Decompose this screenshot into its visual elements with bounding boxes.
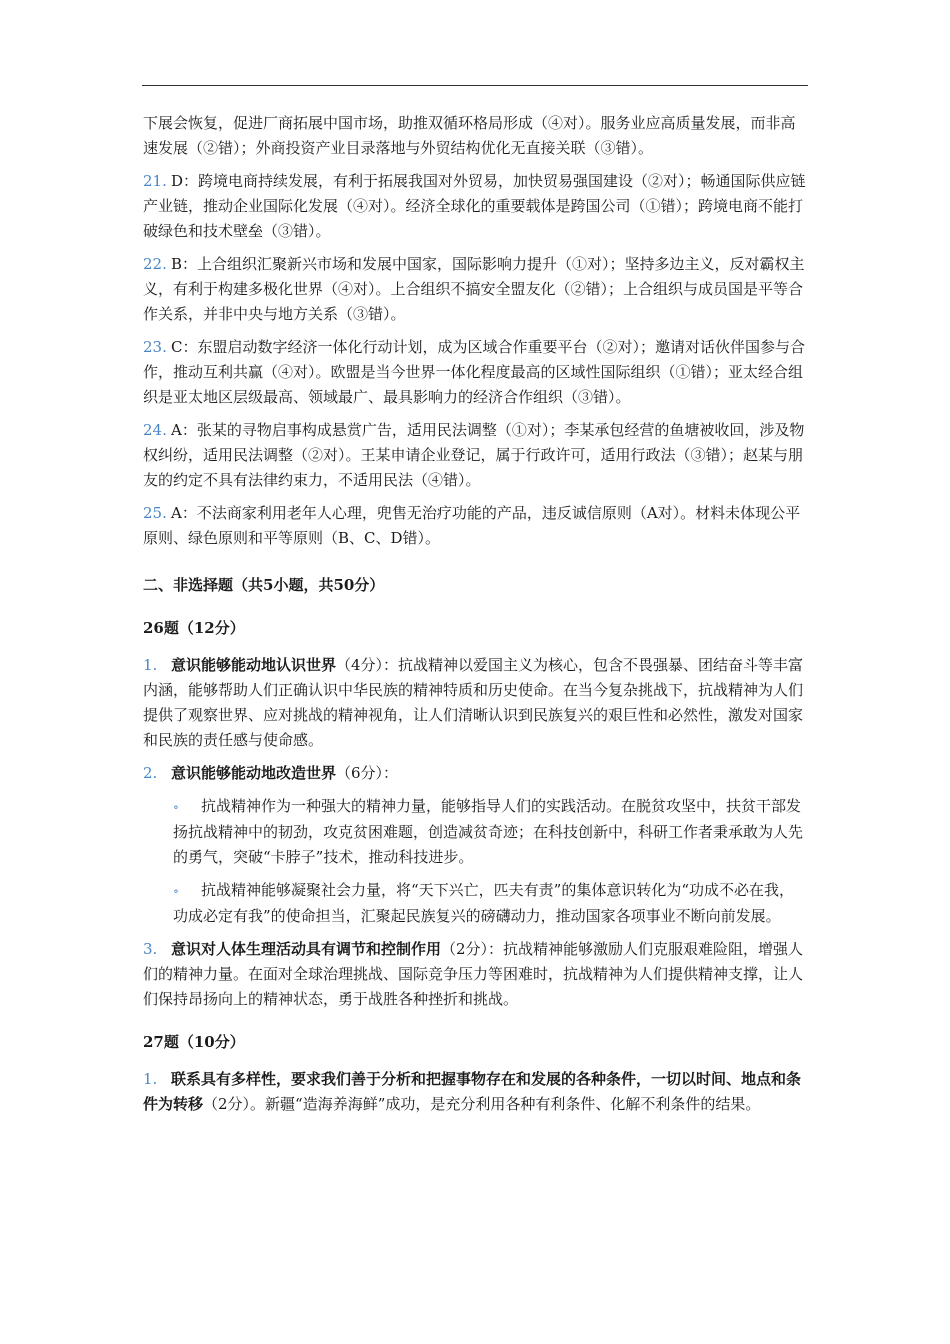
q26-item-2-text: （6分）： bbox=[336, 764, 399, 782]
q26-subitem-1 bbox=[173, 794, 807, 870]
answer-21-number: 21. bbox=[143, 172, 167, 190]
q27-item-1-number: 1. bbox=[143, 1070, 158, 1088]
answer-22-number: 22. bbox=[143, 255, 167, 273]
q26-subitem-2-text: 抗战精神能够凝聚社会力量，将“天下兴亡，匹夫有责”的集体意识转化为“功成不必在我，功成必定有我”的使命担当，汇聚起民族复兴的磅礴动力，推动国家各项事业不断向前发展。 bbox=[173, 881, 795, 925]
q26-item-2-number: 2. bbox=[143, 764, 158, 782]
q26-item-1 bbox=[143, 653, 807, 753]
q27-item-1 bbox=[143, 1067, 807, 1117]
q26-item-1-title: 意识能够能动地认识世界 bbox=[171, 656, 337, 674]
answer-22 bbox=[143, 252, 807, 327]
section-heading-nonchoice: 二、非选择题（共5小题，共50分） bbox=[143, 576, 385, 594]
q26-subitem-1-text: 抗战精神作为一种强大的精神力量，能够指导人们的实践活动。在脱贫攻坚中，扶贫干部发扬抗战精神中的韧劲，攻克贫困难题，创造减贫奇迹；在科技创新中，科研工作者秉承敢为人先的勇气，突破“卡脖子”技术，推动科技进步。 bbox=[173, 797, 804, 866]
q26-subitem-2 bbox=[173, 878, 807, 929]
question-26-heading: 26题（12分） bbox=[143, 619, 245, 637]
q27-item-1-title: 联系具有多样性，要求我们善于分析和把握事物存在和发展的各种条件，一切以时间、地点和条件为转移 bbox=[143, 1070, 802, 1113]
header-rule bbox=[142, 85, 808, 86]
q26-item-3-text: （2分）：抗战精神能够激励人们克服艰难险阻，增强人们的精神力量。在面对全球治理挑战、国际竞争压力等困难时，抗战精神为人们提供精神支撑，让人们保持昂扬向上的精神状态，勇于战胜各种挫折和挑战。 bbox=[143, 940, 804, 1008]
answer-21 bbox=[143, 169, 807, 244]
answer-25 bbox=[143, 501, 807, 551]
q26-item-3-number: 3. bbox=[143, 940, 158, 958]
answer-25-text: A：不法商家利用老年人心理，兜售无治疗功能的产品，违反诚信原则（A对）。材料未体现公平原则、绿色原则和平等原则（B、C、D错）。 bbox=[143, 504, 801, 547]
answer-22-text: B：上合组织汇聚新兴市场和发展中国家，国际影响力提升（①对）；坚持多边主义，反对霸权主义，有利于构建多极化世界（④对）。上合组织不搞安全盟友化（②错）；上合组织与成员国是平等合作关系，并非中央与地方关系（③错）。 bbox=[143, 255, 805, 323]
q26-item-1-number: 1. bbox=[143, 656, 158, 674]
answer-21-text: D：跨境电商持续发展，有利于拓展我国对外贸易，加快贸易强国建设（②对）；畅通国际供应链产业链，推动企业国际化发展（④对）。经济全球化的重要载体是跨国公司（①错）；跨境电商不能打破绿色和技术壁垒（③错）。 bbox=[143, 172, 806, 240]
q26-item-1-text: （4分）：抗战精神以爱国主义为核心，包含不畏强暴、团结奋斗等丰富内涵，能够帮助人们正确认识中华民族的精神特质和历史使命。在当今复杂挑战下，抗战精神为人们提供了观察世界、应对挑战的精神视角，让人们清晰认识到民族复兴的艰巨性和必然性，激发对国家和民族的责任感与使命感。 bbox=[143, 656, 804, 749]
document-body bbox=[143, 111, 807, 1125]
answer-24-text: A：张某的寻物启事构成悬赏广告，适用民法调整（①对）；李某承包经营的鱼塘被收回，涉及物权纠纷，适用民法调整（②对）。王某申请企业登记，属于行政许可，适用行政法（③错）；赵某与朋友的约定不具有法律约束力，不适用民法（④错）。 bbox=[143, 421, 805, 489]
bullet-icon: ∘ bbox=[173, 884, 179, 898]
q26-item-2 bbox=[143, 761, 807, 786]
answer-20-continued: 下展会恢复，促进厂商拓展中国市场，助推双循环格局形成（④对）。服务业应高质量发展，而非高速发展（②错）；外商投资产业目录落地与外贸结构优化无直接关联（③错）。 bbox=[143, 114, 796, 157]
q26-item-2-title: 意识能够能动地改造世界 bbox=[171, 764, 337, 782]
answer-23-text: C：东盟启动数字经济一体化行动计划，成为区域合作重要平台（②对）；邀请对话伙伴国参与合作，推动互利共赢（④对）。欧盟是当今世界一体化程度最高的区域性国际组织（①错）；亚太经合组织是亚太地区层级最高、领域最广、最具影响力的经济合作组织（③错）。 bbox=[143, 338, 805, 406]
q26-item-3 bbox=[143, 937, 807, 1012]
answer-23 bbox=[143, 335, 807, 410]
answer-25-number: 25. bbox=[143, 504, 167, 522]
q27-item-1-text: （2分）。新疆“造海养海鲜”成功，是充分利用各种有利条件、化解不利条件的结果。 bbox=[203, 1095, 761, 1113]
q26-item-3-title: 意识对人体生理活动具有调节和控制作用 bbox=[171, 940, 442, 958]
answer-24-number: 24. bbox=[143, 421, 167, 439]
bullet-icon: ∘ bbox=[173, 800, 179, 814]
answer-23-number: 23. bbox=[143, 338, 167, 356]
question-27-heading: 27题（10分） bbox=[143, 1033, 245, 1051]
answer-24 bbox=[143, 418, 807, 493]
